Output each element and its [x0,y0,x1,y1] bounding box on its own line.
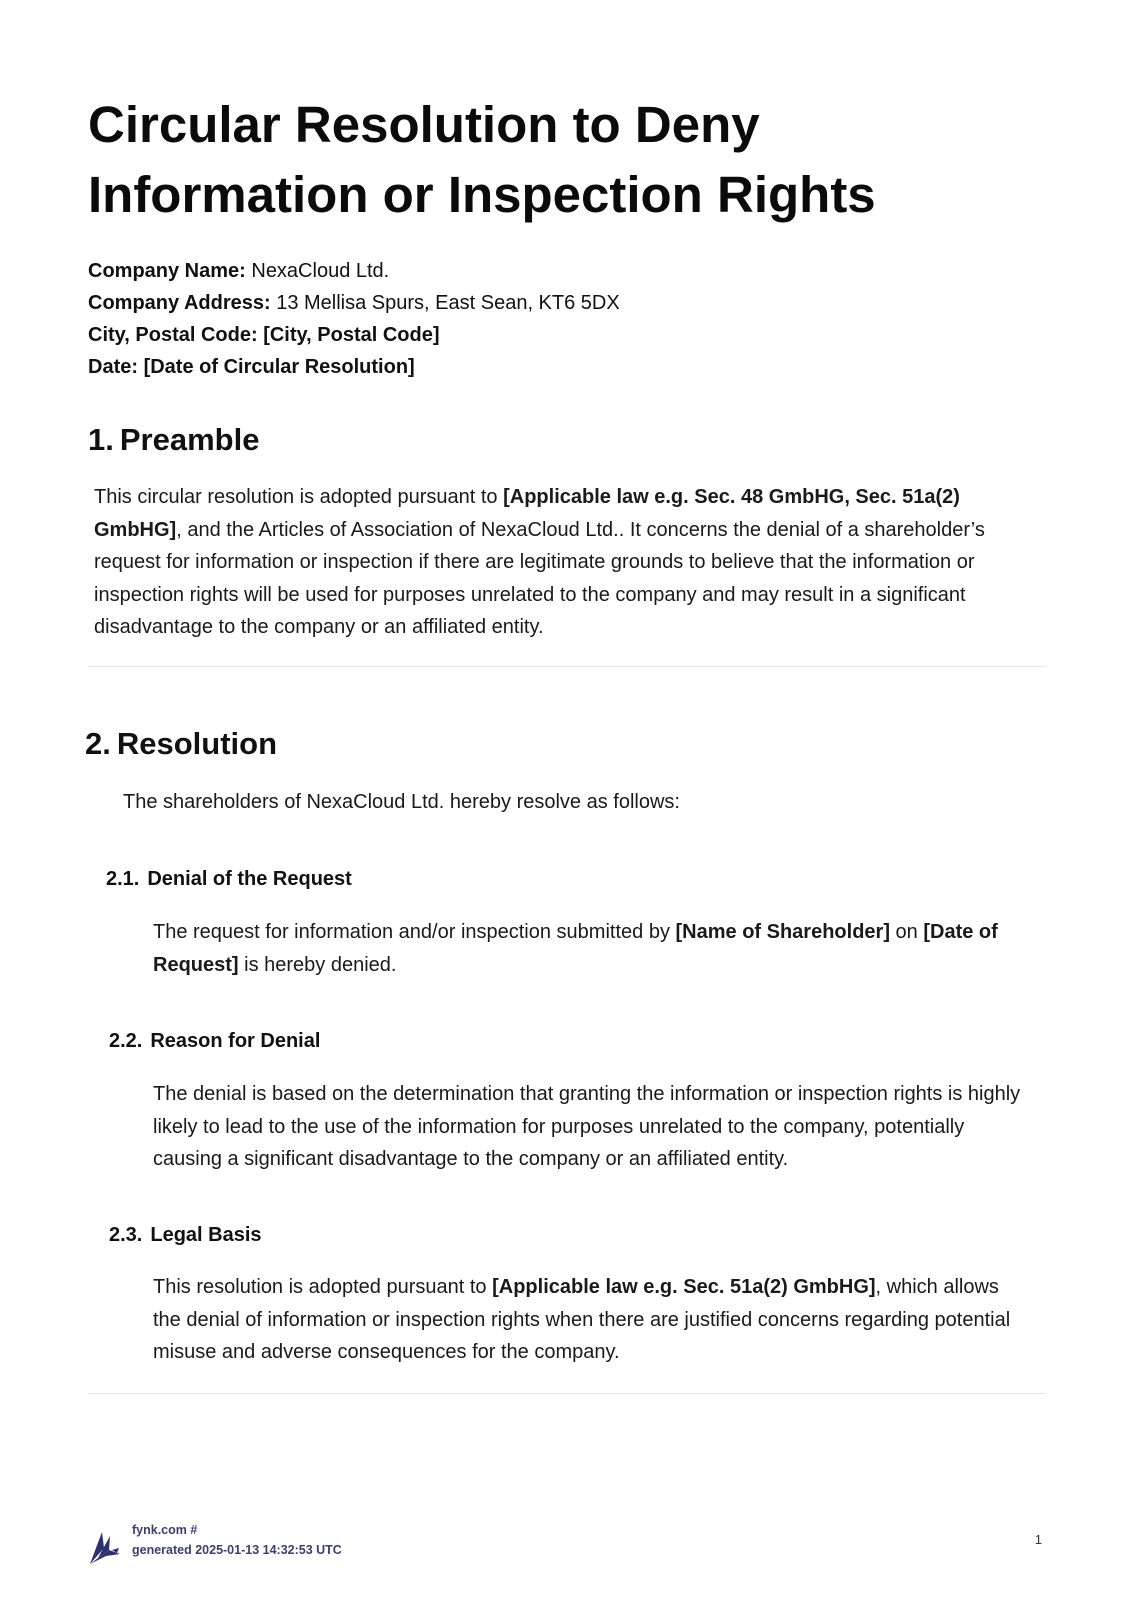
company-details [88,255,620,383]
company-address-label: Company Address: [88,292,271,314]
denial-text-1: The request for information and/or inspection submitted by [153,921,676,943]
section-1-heading [88,420,259,460]
subsection-2-2-number: 2.2. [109,1030,143,1052]
company-address-value: 13 Mellisa Spurs, East Sean, KT6 5DX [270,292,620,314]
city-postal-row: City, Postal Code: [City, Postal Code] [88,324,440,346]
section-2-number: 2. [85,726,111,761]
legal-basis-applicable-law: [Applicable law e.g. Sec. 51a(2) GmbHG] [492,1276,876,1298]
request-date-placeholder: [Date of Request] [153,921,998,976]
section-divider-2 [88,1393,1046,1394]
subsection-2-3-heading [109,1221,262,1249]
preamble-applicable-law: [Applicable law e.g. Sec. 48 GmbHG, Sec. 51a(2) GmbHG] [94,486,960,541]
subsection-2-3-title: Legal Basis [150,1224,262,1246]
subsection-2-1-number: 2.1. [106,868,140,890]
legal-basis-text-1: This resolution is adopted pursuant to [153,1276,493,1298]
company-name-value: NexaCloud Ltd. [245,260,390,282]
preamble-text-1: This circular resolution is adopted pursuant to [94,486,504,508]
section-divider-1 [88,666,1046,667]
denial-text-3: is hereby denied. [238,953,397,976]
subsection-2-3-number: 2.3. [109,1224,143,1246]
title-line-1: Circular Resolution to Deny [88,96,760,153]
fynk-bird-logo-icon [88,1528,122,1566]
subsection-2-1-title: Denial of the Request [147,868,352,890]
document-title [88,90,1048,230]
subsection-2-2-heading [109,1027,320,1055]
subsection-2-2-title: Reason for Denial [150,1030,321,1052]
preamble-text-2: , and the Articles of Association of NexaCloud Ltd.. It concerns the denial of a shareholder’s request for information or inspection if there are legitimate grounds to believe that the information or inspection rights will be used for purposes unrelated to the company and may result in a significant disadvantage to the company or an affiliated entity. [94,518,985,638]
page-footer [88,1520,1048,1570]
footer-site-link[interactable]: fynk.com # [132,1523,198,1537]
shareholder-name-placeholder: [Name of Shareholder] [675,921,890,943]
subsection-2-3-paragraph [153,1271,1013,1369]
denial-text-2: on [889,921,924,943]
subsection-2-1-heading [106,865,352,893]
resolution-intro: The shareholders of NexaCloud Ltd. hereby resolve as follows: [123,791,680,813]
page-number: 1 [1034,1532,1042,1547]
footer-text [132,1520,342,1560]
footer-generated-timestamp: generated 2025-01-13 14:32:53 UTC [132,1543,342,1557]
section-2-heading [85,724,277,764]
subsection-2-2-paragraph: The denial is based on the determination that granting the information or inspection rights is highly likely to lead to the use of the information for purposes unrelated to the company, potentially causing a significant disadvantage to the company or an affiliated entity. [153,1083,1021,1170]
subsection-2-1-paragraph [153,916,1038,981]
company-name-label: Company Name: [88,260,246,282]
section-1-title: Preamble [119,422,260,457]
title-line-2: Information or Inspection Rights [88,166,876,223]
company-name-row [88,255,620,287]
section-2-title: Resolution [116,726,278,761]
preamble-paragraph [94,481,1038,644]
date-row: Date: [Date of Circular Resolution] [88,356,415,378]
company-address-row [88,287,620,319]
legal-basis-text-2: , which allows the denial of information or inspection rights when there are justified concerns regarding potential misuse and adverse consequences for the company. [153,1276,1011,1363]
section-1-number: 1. [88,422,114,457]
